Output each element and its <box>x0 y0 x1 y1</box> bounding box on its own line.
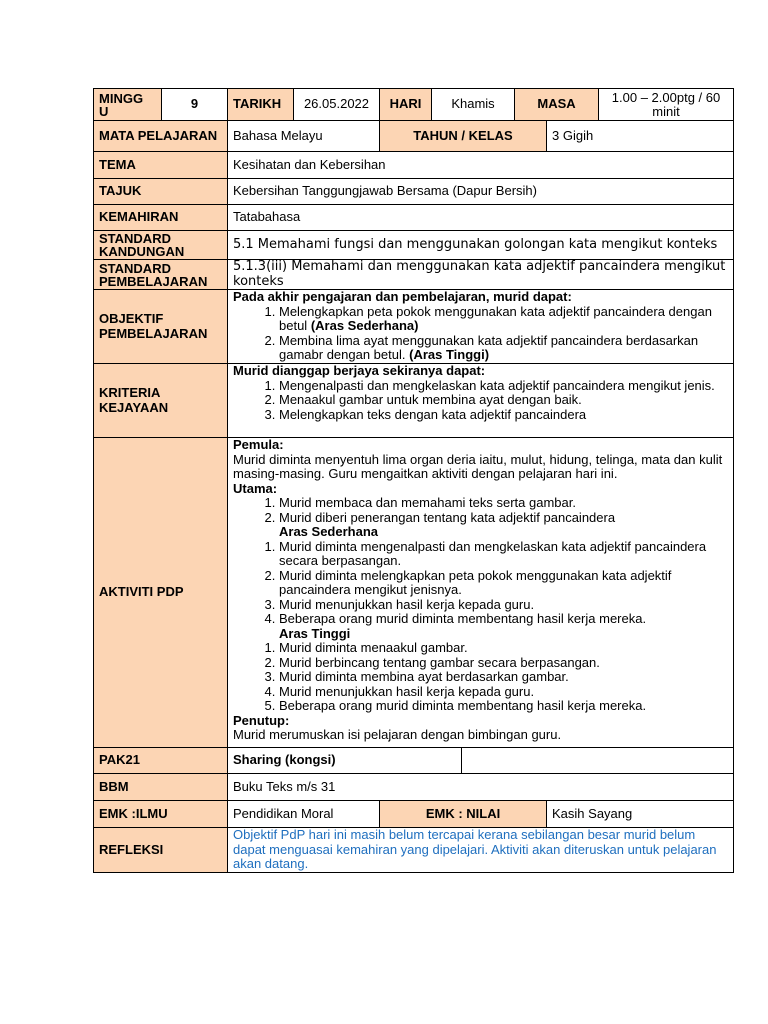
objektif-intro: Pada akhir pengajaran dan pembelajaran, murid dapat: <box>233 289 572 304</box>
header-row <box>94 89 734 121</box>
kriteria-item: 1. Mengenalpasti dan mengkelaskan kata adjektif pancaindera mengikut jenis. <box>279 379 728 394</box>
mata-pelajaran-value: Bahasa Melayu <box>228 121 380 152</box>
pak21-value: Sharing (kongsi) <box>228 748 462 774</box>
kemahiran-row <box>94 205 734 231</box>
standard-kandungan-row <box>94 231 734 260</box>
aras-tinggi-heading: Aras Tinggi <box>279 625 351 641</box>
sederhana-list <box>233 540 728 627</box>
standard-pembelajaran-row <box>94 260 734 290</box>
emk-nilai-value: Kasih Sayang <box>547 801 734 828</box>
tinggi-item: 1. Murid diminta menaakul gambar. <box>279 641 728 656</box>
standard-pembelajaran-label: STANDARD PEMBELAJARAN <box>94 260 228 290</box>
tinggi-item: 5. Beberapa orang murid diminta membentang hasil kerja mereka. <box>279 699 728 714</box>
hari-label: HARI <box>380 89 432 121</box>
tinggi-item: 3. Murid diminta membina ayat berdasarkan gambar. <box>279 670 728 685</box>
sederhana-item: 3. Murid menunjukkan hasil kerja kepada guru. <box>279 598 728 613</box>
tinggi-item: 2. Murid berbincang tentang gambar secara berpasangan. <box>279 656 728 671</box>
emk-row <box>94 801 734 828</box>
tinggi-list <box>233 641 728 714</box>
objektif-item-level: (Aras Tinggi) <box>409 347 490 362</box>
objektif-item <box>279 305 728 334</box>
refleksi-value: Objektif PdP hari ini masih belum tercapai kerana sebilangan besar murid belum dapat menguasai kemahiran yang dipelajari. Aktiviti akan diteruskan untuk pelajaran akan datang. <box>228 828 734 873</box>
objektif-item-text: Membina lima ayat menggunakan kata adjektif pancaindera berdasarkan gamabr dengan betul. <box>279 332 699 362</box>
utama-item: 1. Murid membaca dan memahami teks serta gambar. <box>279 496 728 511</box>
objektif-row <box>94 290 734 364</box>
tema-label: TEMA <box>94 152 228 179</box>
kemahiran-value: Tatabahasa <box>228 205 734 231</box>
emk-ilmu-label: EMK :ILMU <box>94 801 228 828</box>
kriteria-intro: Murid dianggap berjaya sekiranya dapat: <box>233 363 486 378</box>
pak21-label: PAK21 <box>94 748 228 774</box>
objektif-content <box>228 290 734 364</box>
tahun-kelas-value: 3 Gigih <box>547 121 734 152</box>
pemula-text: Murid diminta menyentuh lima organ deria iaitu, mulut, hidung, telinga, mata dan kulit masing-masing. Guru mengaitkan aktiviti dengan pelajaran hari ini. <box>233 451 723 481</box>
standard-pembelajaran-value: 5.1.3(iii) Memahami dan menggunakan kata adjektif pancaindera mengikut konteks <box>228 260 734 290</box>
kriteria-item: 3. Melengkapkan teks dengan kata adjektif pancaindera <box>279 408 728 423</box>
objektif-item <box>279 334 728 363</box>
mata-pelajaran-row <box>94 121 734 152</box>
objektif-item-level: (Aras Sederhana) <box>310 318 419 333</box>
minggu-label: MINGG U <box>94 89 162 121</box>
penutup-text: Murid merumuskan isi pelajaran dengan bimbingan guru. <box>233 727 562 742</box>
refleksi-label: REFLEKSI <box>94 828 228 873</box>
kriteria-item: 2. Menaakul gambar untuk membina ayat dengan baik. <box>279 393 728 408</box>
aktiviti-content <box>228 438 734 748</box>
objektif-item-text: Melengkapkan peta pokok menggunakan kata adjektif pancaindera dengan betul <box>279 303 712 333</box>
mata-pelajaran-label: MATA PELAJARAN <box>94 121 228 152</box>
aktiviti-label: AKTIVITI PDP <box>94 438 228 748</box>
emk-nilai-label: EMK : NILAI <box>380 801 547 828</box>
utama-heading: Utama: <box>233 480 278 496</box>
utama-item: 2. Murid diberi penerangan tentang kata adjektif pancaindera <box>279 511 728 526</box>
pak21-row <box>94 748 734 774</box>
minggu-value: 9 <box>162 89 228 121</box>
lesson-plan-table <box>93 88 734 873</box>
kriteria-content <box>228 364 734 438</box>
tinggi-item: 4. Murid menunjukkan hasil kerja kepada guru. <box>279 685 728 700</box>
kriteria-list <box>233 379 728 423</box>
standard-kandungan-label: STANDARD KANDUNGAN <box>94 231 228 260</box>
tema-value: Kesihatan dan Kebersihan <box>228 152 734 179</box>
tarikh-label: TARIKH <box>228 89 294 121</box>
tajuk-label: TAJUK <box>94 179 228 205</box>
utama-list <box>233 496 728 525</box>
masa-value: 1.00 – 2.00ptg / 60 minit <box>599 89 734 121</box>
pemula-heading: Pemula: <box>233 437 284 452</box>
hari-value: Khamis <box>432 89 515 121</box>
kemahiran-label: KEMAHIRAN <box>94 205 228 231</box>
tajuk-row <box>94 179 734 205</box>
emk-ilmu-value: Pendidikan Moral <box>228 801 380 828</box>
sederhana-item: 1. Murid diminta mengenalpasti dan mengkelaskan kata adjektif pancaindera secara berpasangan. <box>279 540 728 569</box>
bbm-label: BBM <box>94 774 228 801</box>
refleksi-row <box>94 828 734 873</box>
objektif-label: OBJEKTIF PEMBELAJARAN <box>94 290 228 364</box>
aktiviti-row <box>94 438 734 748</box>
tahun-kelas-label: TAHUN / KELAS <box>380 121 547 152</box>
objektif-list <box>233 305 728 363</box>
penutup-heading: Penutup: <box>233 712 290 728</box>
sederhana-item: 2. Murid diminta melengkapkan peta pokok menggunakan kata adjektif pancaindera mengikut jenisnya. <box>279 569 728 598</box>
tema-row <box>94 152 734 179</box>
sederhana-item: 4. Beberapa orang murid diminta membentang hasil kerja mereka. <box>279 612 728 627</box>
bbm-row <box>94 774 734 801</box>
standard-kandungan-value: 5.1 Memahami fungsi dan menggunakan golongan kata mengikut konteks <box>228 231 734 260</box>
aras-sederhana-heading: Aras Sederhana <box>279 524 378 539</box>
tarikh-value: 26.05.2022 <box>294 89 380 121</box>
masa-label: MASA <box>515 89 599 121</box>
tajuk-value: Kebersihan Tanggungjawab Bersama (Dapur Bersih) <box>228 179 734 205</box>
pak21-empty-cell <box>462 748 734 774</box>
kriteria-row <box>94 364 734 438</box>
kriteria-label: KRITERIA KEJAYAAN <box>94 364 228 438</box>
bbm-value: Buku Teks m/s 31 <box>228 774 734 801</box>
